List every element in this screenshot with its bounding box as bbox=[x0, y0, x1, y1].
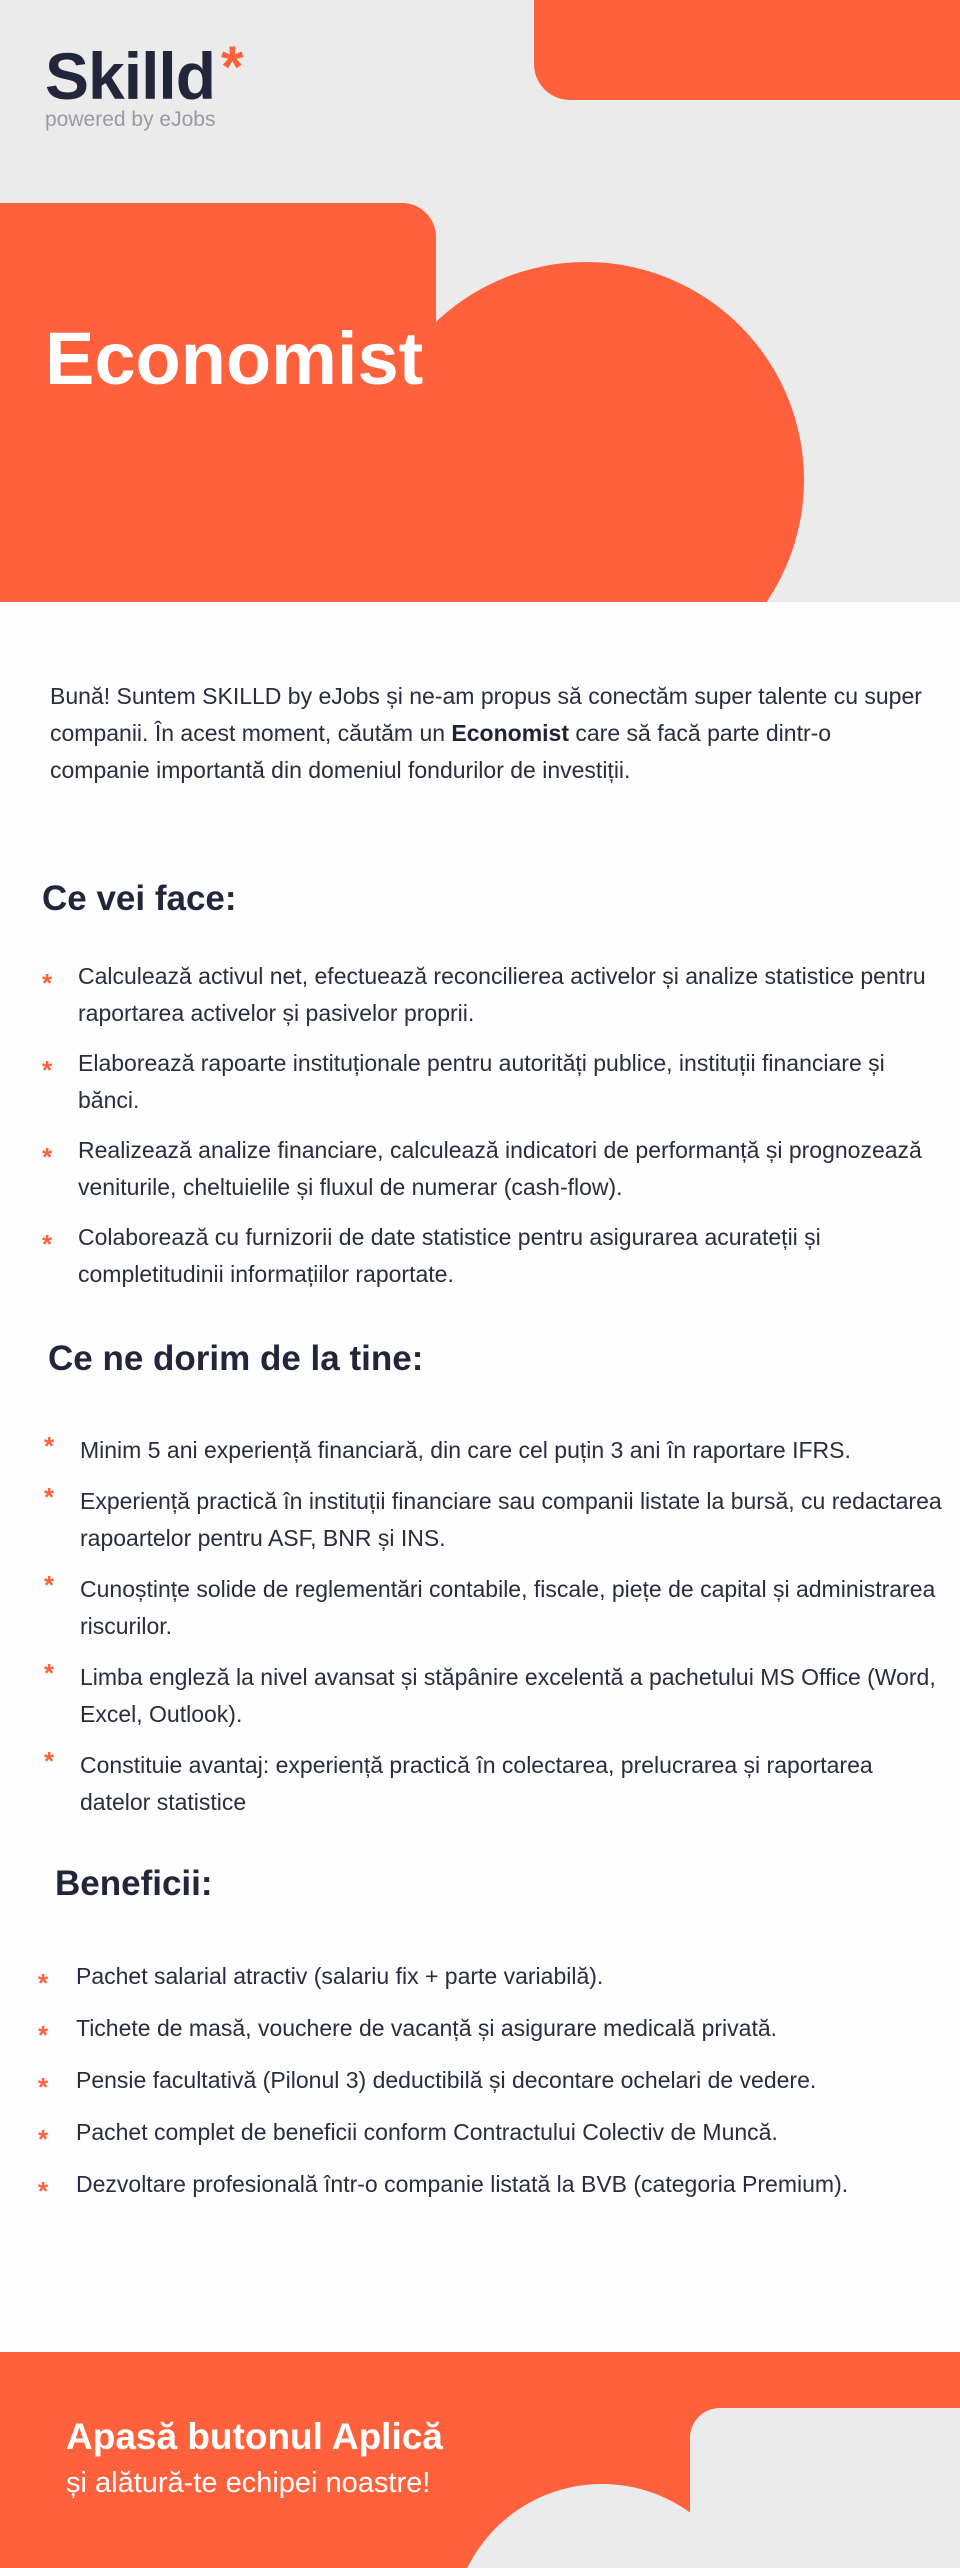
footer-cta-subtitle: și alătură-te echipei noastre! bbox=[66, 2467, 431, 2499]
list-item bbox=[42, 958, 942, 1032]
asterisk-icon: * bbox=[42, 968, 53, 998]
asterisk-icon: * bbox=[44, 1570, 55, 1600]
list-item bbox=[42, 1132, 942, 1206]
footer-decor-shape bbox=[690, 2408, 960, 2568]
responsibilities-list bbox=[42, 958, 942, 1306]
list-item-text: Colaborează cu furnizorii de date statistice pentru asigurarea acurateții și completitudinii informațiilor raportate. bbox=[78, 1224, 821, 1287]
list-item-text: Limba engleză la nivel avansat și stăpânire excelentă a pachetului MS Office (Word, Excel, Outlook). bbox=[80, 1664, 936, 1727]
asterisk-icon: * bbox=[44, 1482, 55, 1512]
list-item bbox=[44, 1571, 944, 1645]
intro-text-start: Bună! Suntem SKILLD by eJobs și ne-am propus să conectăm super talente cu super companii. În acest moment, căutăm un bbox=[50, 683, 922, 746]
logo-wordmark: Skilld bbox=[45, 39, 216, 113]
asterisk-icon: * bbox=[44, 1431, 55, 1461]
list-item-text: Pachet complet de beneficii conform Contractului Colectiv de Muncă. bbox=[76, 2119, 778, 2145]
list-item bbox=[38, 2010, 938, 2050]
asterisk-icon: * bbox=[44, 1746, 55, 1776]
intro-highlight: Economist bbox=[451, 720, 569, 746]
intro-text-end: care să facă parte dintr-o companie importantă din domeniul fondurilor de investiții. bbox=[50, 720, 832, 783]
list-item bbox=[44, 1747, 944, 1821]
list-item bbox=[38, 2114, 938, 2154]
list-item-text: Minim 5 ani experiență financiară, din care cel puțin 3 ani în raportare IFRS. bbox=[80, 1437, 851, 1463]
asterisk-icon: * bbox=[38, 1968, 49, 1998]
footer-cta-title: Apasă butonul Aplică bbox=[66, 2416, 443, 2457]
list-item bbox=[44, 1483, 944, 1557]
list-item bbox=[44, 1432, 944, 1469]
list-item-text: Calculează activul net, efectuează reconcilierea activelor și analize statistice pentru raportarea activelor și pasivelor proprii. bbox=[78, 963, 926, 1026]
requirements-heading: Ce ne dorim de la tine: bbox=[48, 1339, 424, 1378]
list-item bbox=[38, 2166, 938, 2206]
header-accent-shape bbox=[534, 0, 960, 100]
list-item-text: Pensie facultativă (Pilonul 3) deductibilă și decontare ochelari de vedere. bbox=[76, 2067, 817, 2093]
intro-paragraph bbox=[50, 678, 930, 789]
benefits-list bbox=[38, 1958, 938, 2218]
list-item bbox=[38, 2062, 938, 2102]
job-title: Economist bbox=[45, 317, 424, 400]
logo-tagline: powered by eJobs bbox=[45, 108, 216, 131]
list-item-text: Realizează analize financiare, calculează indicatori de performanță și prognozează veniturile, cheltuielile și fluxul de numerar (cash-flow). bbox=[78, 1137, 922, 1200]
list-item-text: Experiență practică în instituții financiare sau companii listate la bursă, cu redactarea rapoartelor pentru ASF, BNR și INS. bbox=[80, 1488, 942, 1551]
list-item bbox=[38, 1958, 938, 1998]
list-item-text: Pachet salarial atractiv (salariu fix + parte variabilă). bbox=[76, 1963, 604, 1989]
asterisk-icon: * bbox=[42, 1055, 53, 1085]
skilld-logo bbox=[45, 35, 244, 132]
list-item-text: Tichete de masă, vouchere de vacanță și asigurare medicală privată. bbox=[76, 2015, 778, 2041]
list-item-text: Elaborează rapoarte instituționale pentru autorități publice, instituții financiare și bănci. bbox=[78, 1050, 885, 1113]
responsibilities-heading: Ce vei face: bbox=[42, 879, 237, 918]
list-item bbox=[42, 1045, 942, 1119]
requirements-list bbox=[44, 1432, 944, 1835]
benefits-heading: Beneficii: bbox=[55, 1864, 213, 1903]
list-item-text: Cunoștințe solide de reglementări contabile, fiscale, piețe de capital și administrarea riscurilor. bbox=[80, 1576, 936, 1639]
header-banner bbox=[0, 0, 960, 602]
asterisk-icon: * bbox=[42, 1142, 53, 1172]
asterisk-icon: * bbox=[38, 2124, 49, 2154]
list-item bbox=[42, 1219, 942, 1293]
logo-asterisk-icon: * bbox=[221, 35, 244, 100]
list-item-text: Dezvoltare profesională într-o companie listată la BVB (categoria Premium). bbox=[76, 2171, 849, 2197]
footer-cta-banner bbox=[0, 2352, 960, 2568]
asterisk-icon: * bbox=[38, 2020, 49, 2050]
asterisk-icon: * bbox=[44, 1658, 55, 1688]
asterisk-icon: * bbox=[38, 2176, 49, 2206]
list-item bbox=[44, 1659, 944, 1733]
asterisk-icon: * bbox=[42, 1229, 53, 1259]
asterisk-icon: * bbox=[38, 2072, 49, 2102]
list-item-text: Constituie avantaj: experiență practică în colectarea, prelucrarea și raportarea datelor statistice bbox=[80, 1752, 873, 1815]
